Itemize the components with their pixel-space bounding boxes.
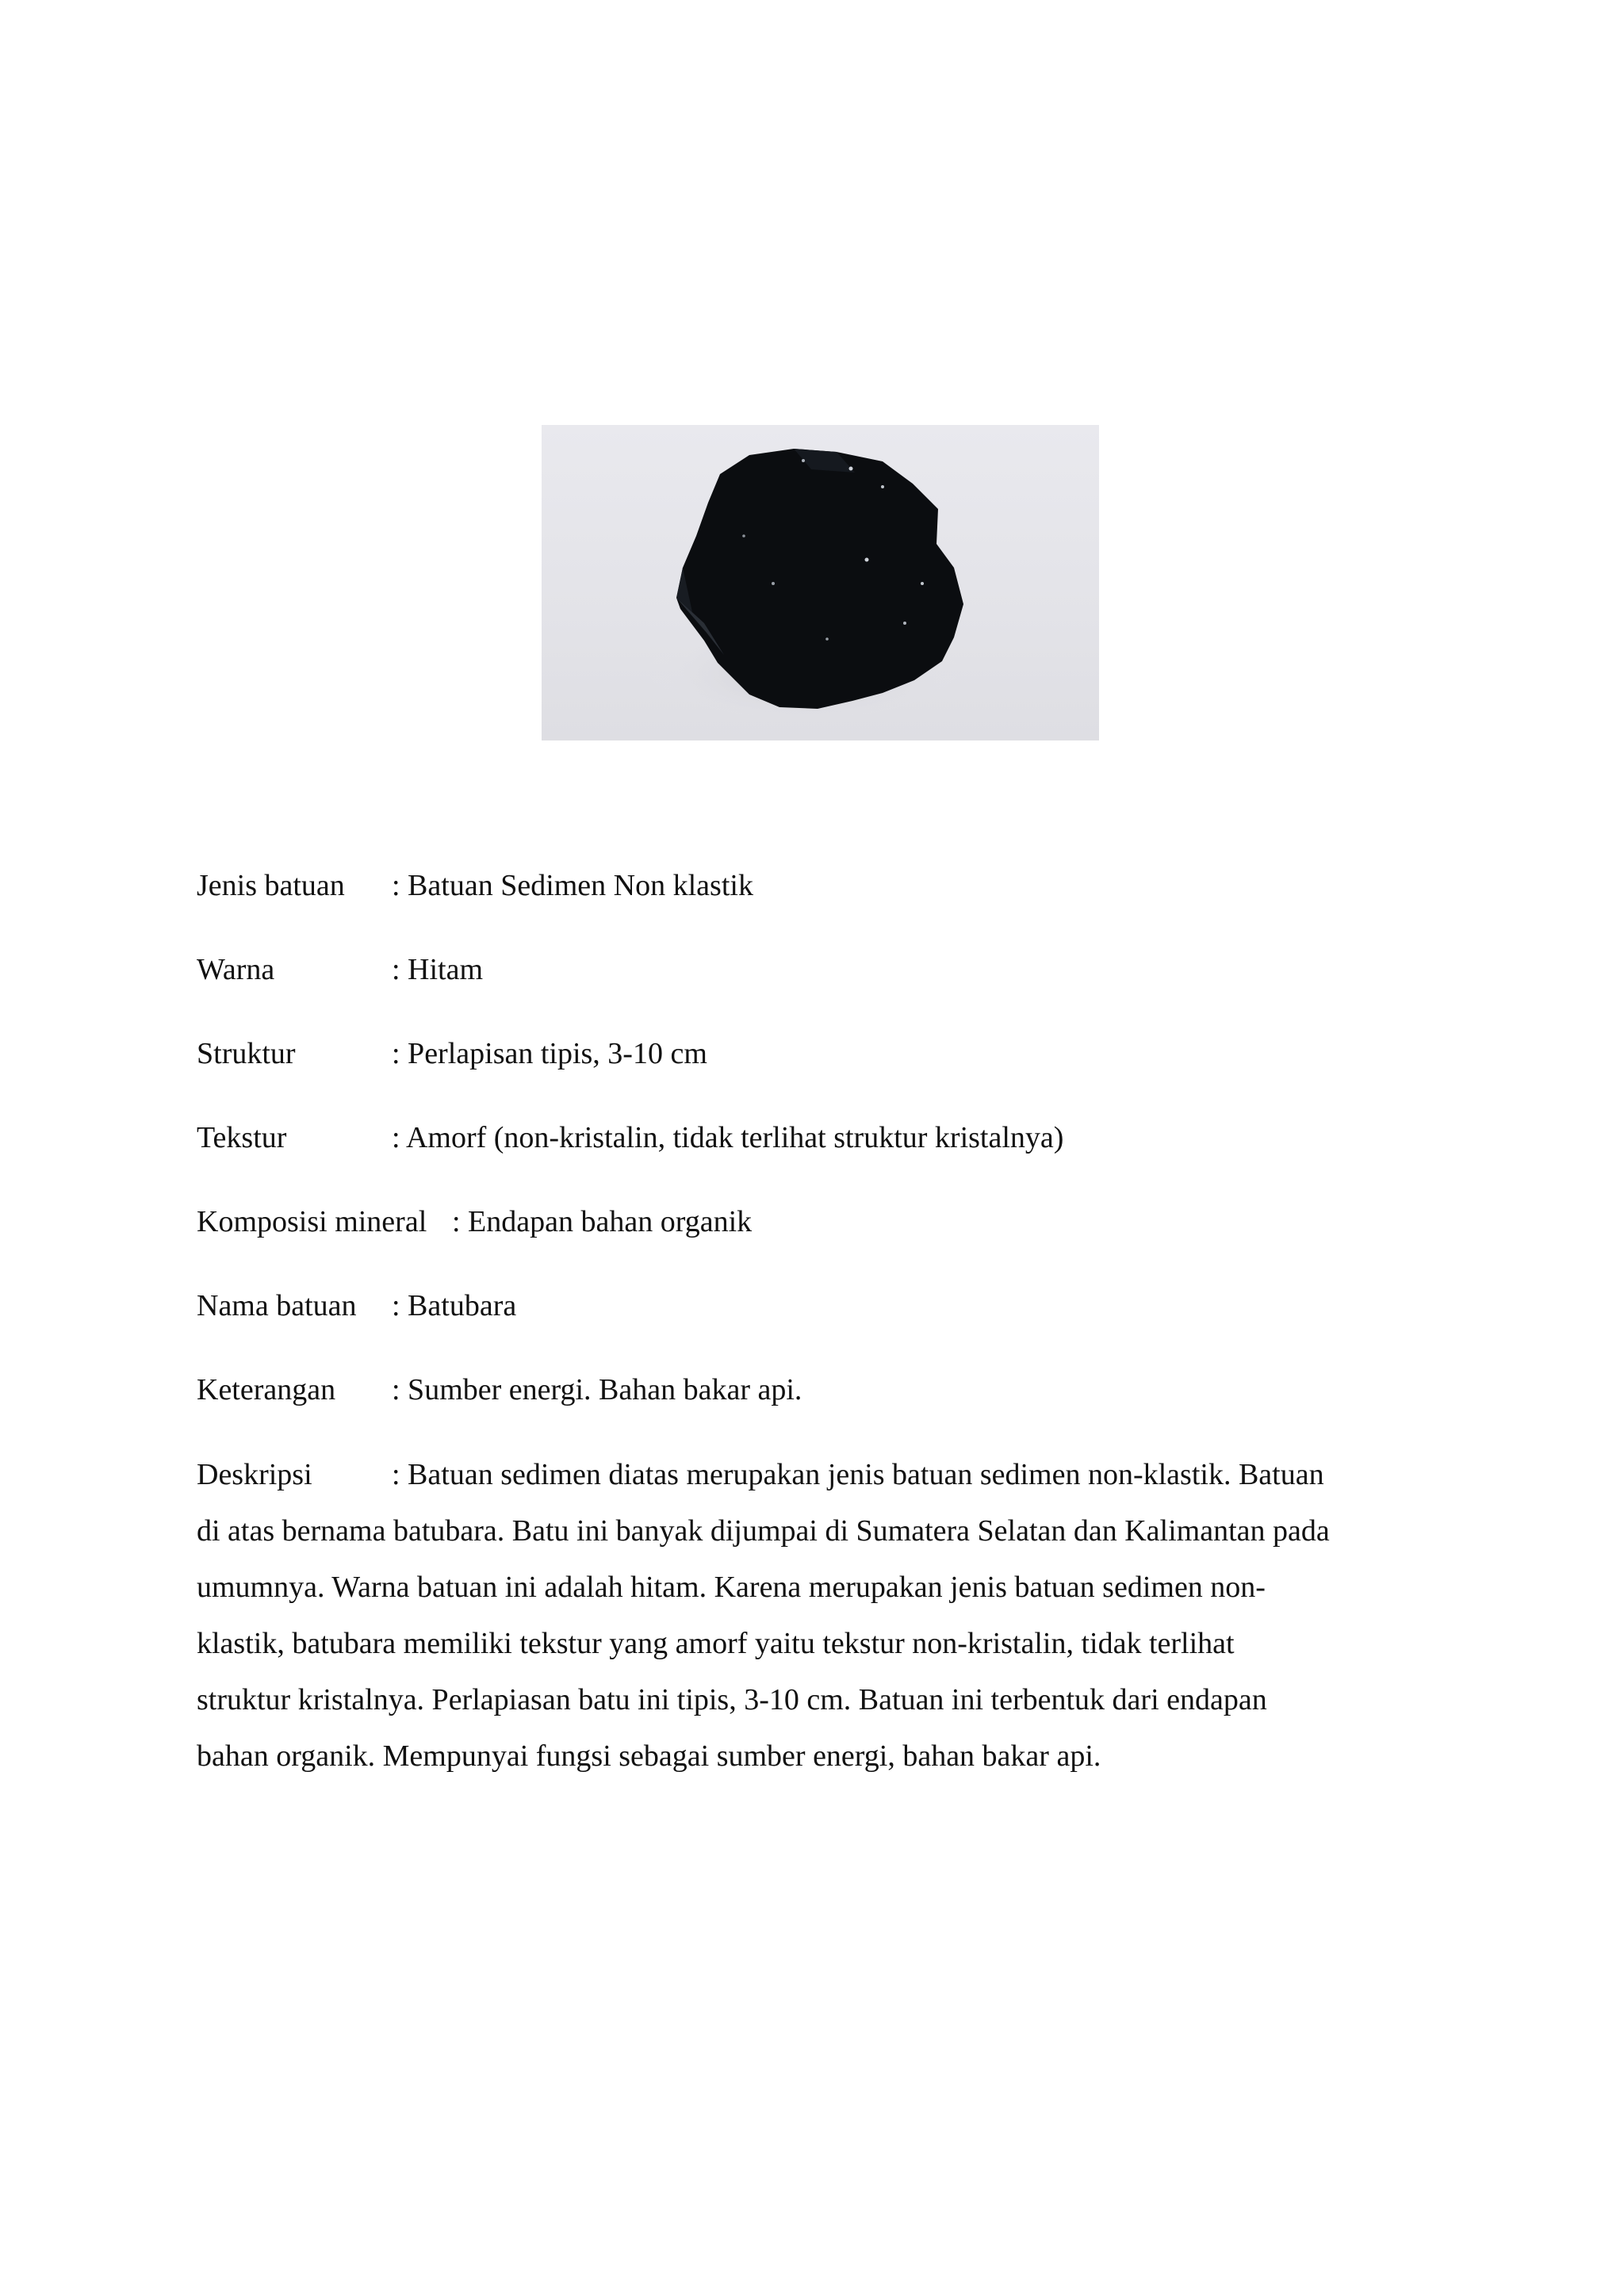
description-line: umumnya. Warna batuan ini adalah hitam. Karena merupakan jenis batuan sedimen non-: [197, 1571, 1266, 1604]
coal-rock-photo: [542, 425, 1099, 740]
field-value: : Batubara: [392, 1289, 517, 1322]
description-paragraph: [197, 1447, 1434, 1785]
description-line: di atas bernama batubara. Batu ini banyak dijumpai di Sumatera Selatan dan Kalimantan pada: [197, 1514, 1330, 1548]
field-label: Struktur: [197, 1037, 296, 1070]
field-label: Nama batuan: [197, 1289, 357, 1322]
coal-rock-image: [542, 425, 1099, 740]
description-label: Deskripsi: [197, 1458, 312, 1491]
description-first-line: [197, 1447, 1434, 1503]
description-line: struktur kristalnya. Perlapiasan batu ini tipis, 3-10 cm. Batuan ini terbentuk dari endapan: [197, 1683, 1267, 1716]
field-value: : Sumber energi. Bahan bakar api.: [392, 1373, 802, 1406]
field-value: : Perlapisan tipis, 3-10 cm: [392, 1037, 707, 1070]
field-label: Tekstur: [197, 1121, 287, 1154]
description-line: bahan organik. Mempunyai fungsi sebagai sumber energi, bahan bakar api.: [197, 1739, 1101, 1773]
description-line: klastik, batubara memiliki tekstur yang amorf yaitu tekstur non-kristalin, tidak terlihat: [197, 1627, 1235, 1660]
field-value: : Batuan Sedimen Non klastik: [392, 869, 753, 902]
field-value: : Hitam: [392, 953, 484, 986]
field-label: Jenis batuan: [197, 869, 345, 902]
field-value: : Amorf (non-kristalin, tidak terlihat struktur kristalnya): [392, 1121, 1064, 1154]
field-label: Warna: [197, 953, 275, 986]
field-value: : Endapan bahan organik: [452, 1205, 753, 1238]
description-line: : Batuan sedimen diatas merupakan jenis batuan sedimen non-klastik. Batuan: [392, 1458, 1324, 1491]
field-label: Keterangan: [197, 1373, 336, 1406]
field-label: Komposisi mineral: [197, 1205, 427, 1238]
